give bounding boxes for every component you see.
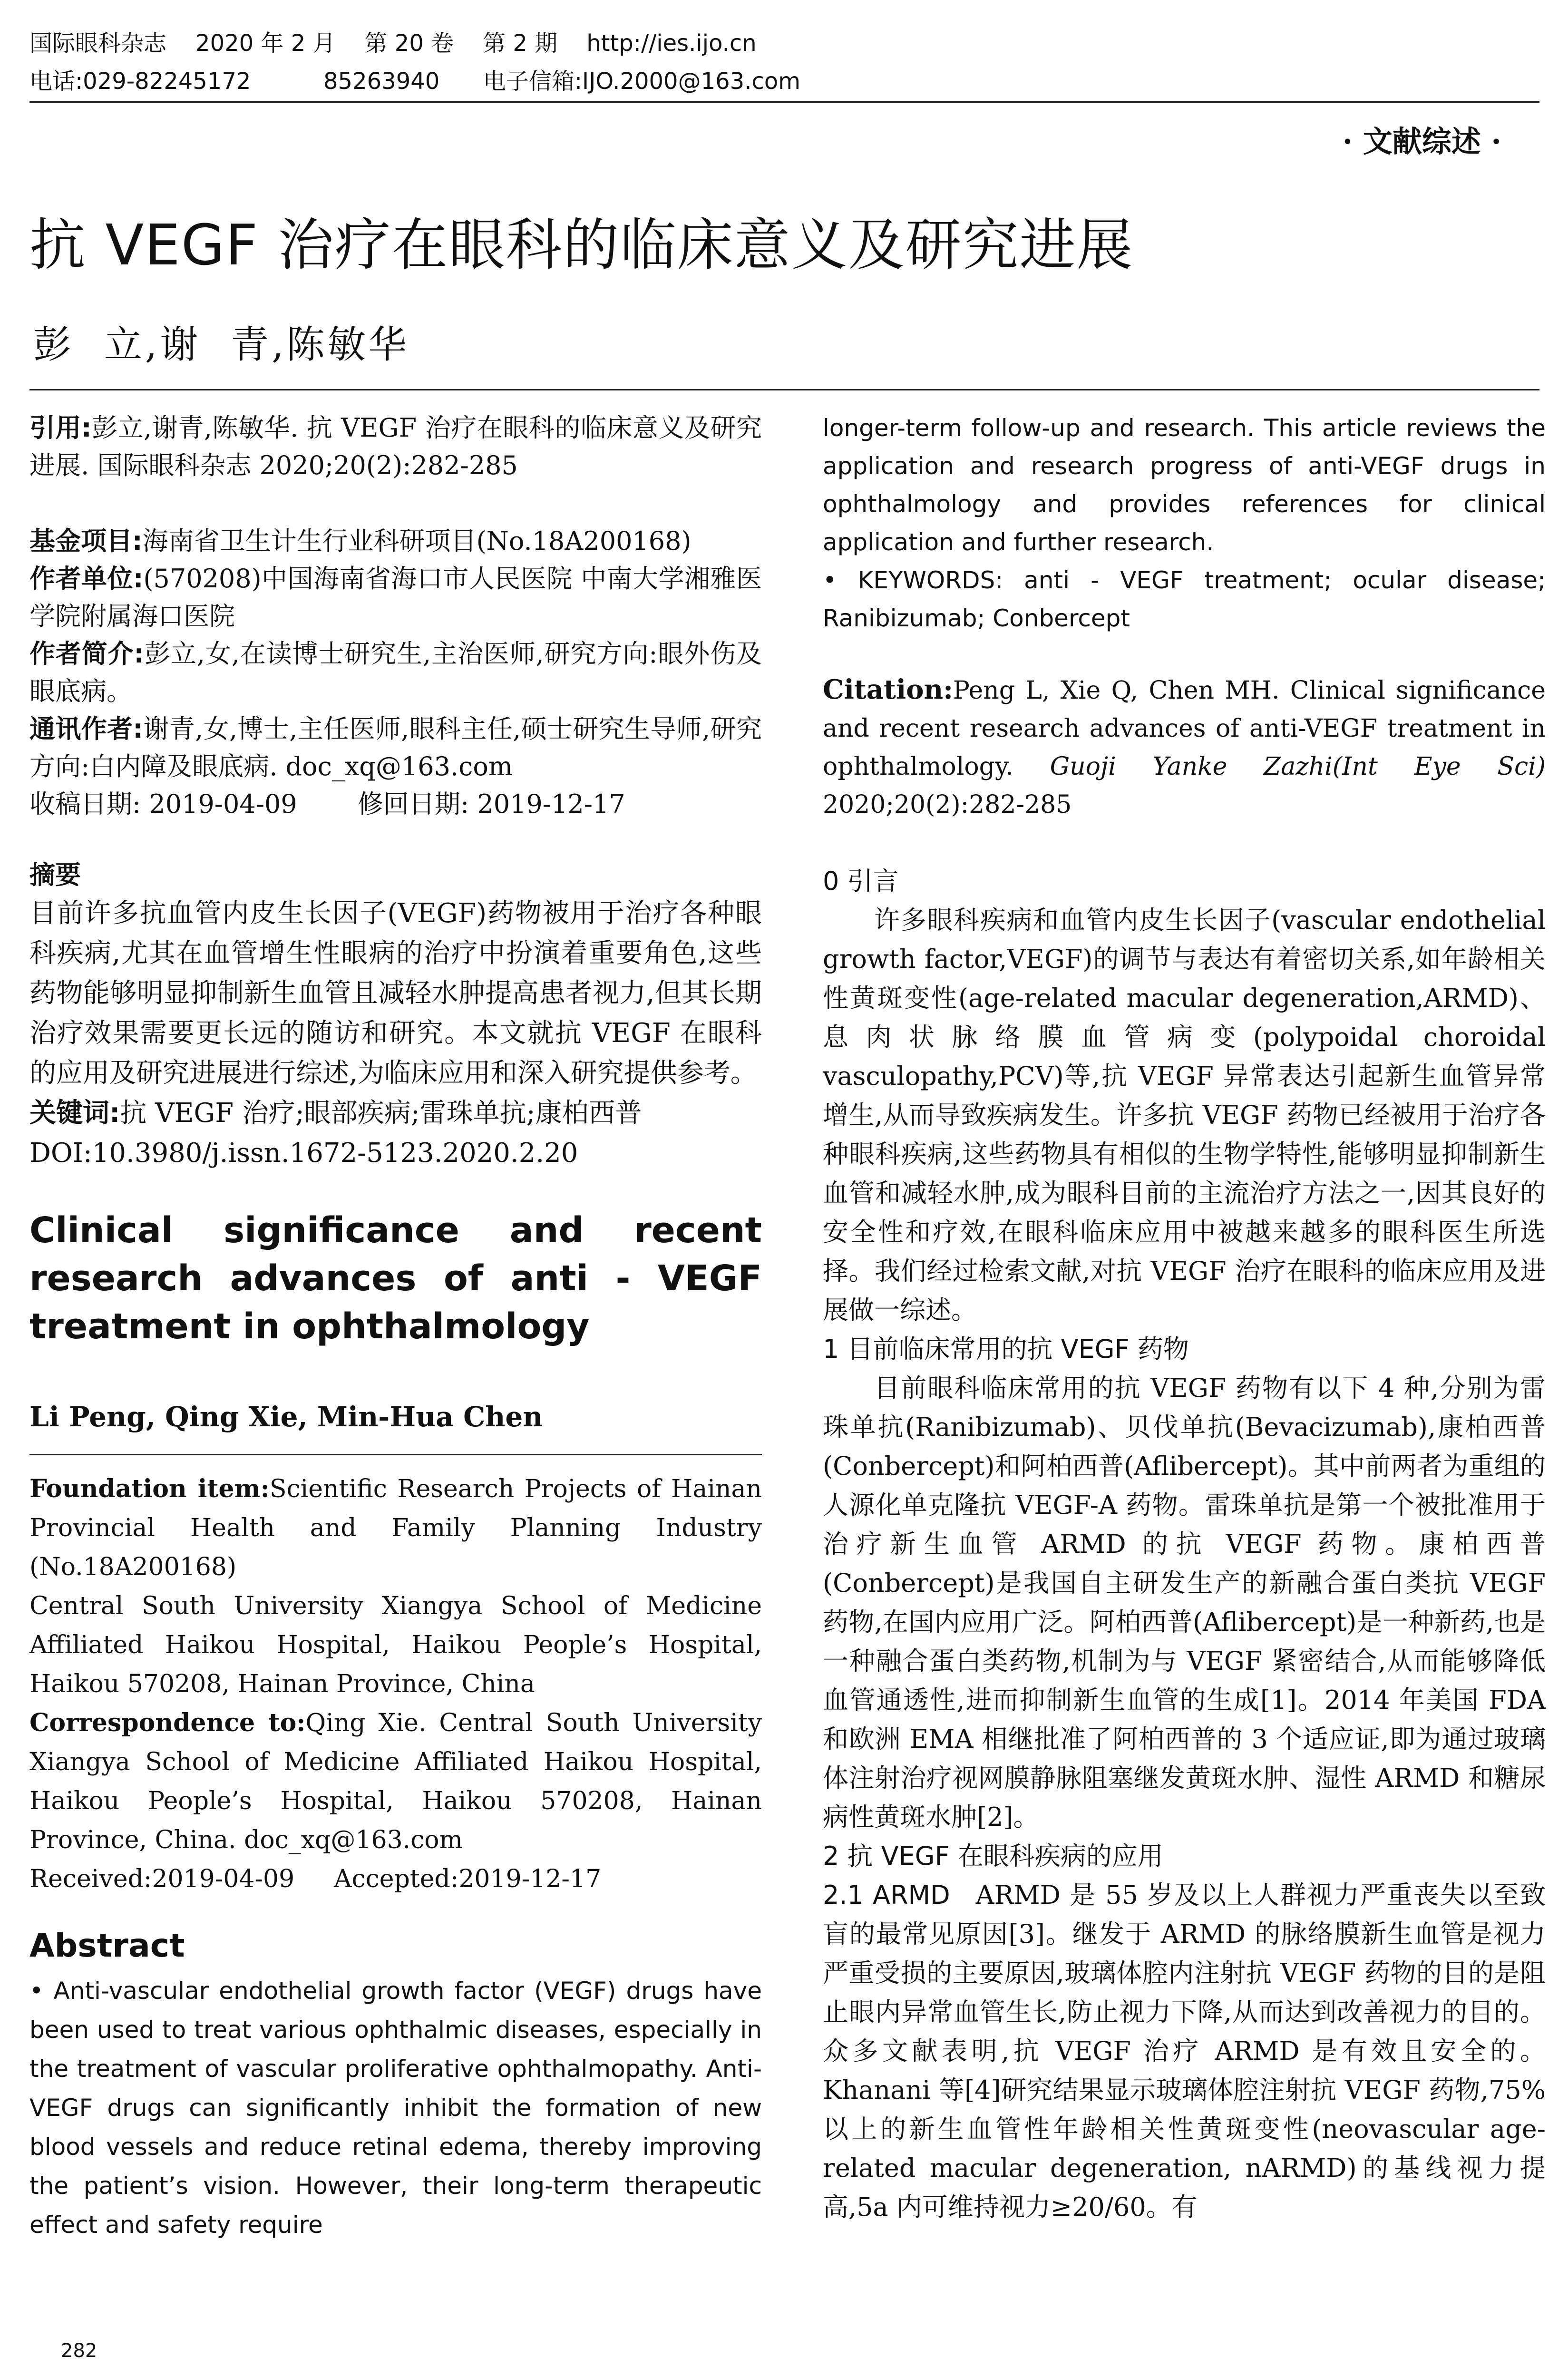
- page-number: 282: [61, 2340, 97, 2362]
- received-date: 收稿日期: 2019-04-09: [29, 789, 297, 819]
- dates-row: [29, 785, 762, 823]
- citation-label: 引用:: [29, 413, 92, 443]
- section-2-1-text: ARMD 是 55 岁及以上人群视力严重丧失以至致盲的最常见原因[3]。继发于 ARMD 的脉络膜新生血管是视力严重受损的主要原因,玻璃体腔内注射抗 VEGF 药物的目的是阻止眼内异常血管生长,防止视力下降,从而达到改善视力的目的。众多文献表明,抗 VEGF 治疗 ARMD 是有效且安全的。Khanani 等[4]研究结果显示玻璃体腔注射抗 VEGF 药物,75%以上的新生血管性年龄相关性黄斑变性(neovascular age-related macular degeneration, nARMD)的基线视力提高,5a 内可维持视力≥20/60。有: [823, 1880, 1546, 2222]
- revised-date: 修回日期: 2019-12-17: [358, 789, 625, 819]
- corresponding-label: 通讯作者:: [29, 714, 144, 744]
- section-1-heading: 1 目前临床常用的抗 VEGF 药物: [823, 1334, 1189, 1364]
- english-foundation-text: Scientific Research Projects of Hainan Provincial Health and Family Planning Industry (No.18A200168): [29, 1475, 762, 1581]
- english-citation-label: Citation:: [823, 674, 953, 705]
- affiliation-label: 作者单位:: [29, 564, 144, 594]
- author-bio-block: [29, 635, 762, 710]
- english-correspondence-label: Correspondence to:: [29, 1708, 306, 1737]
- author-bio-text: 彭立,女,在读博士研究生,主治医师,研究方向:眼外伤及眼底病。: [29, 639, 762, 706]
- doi: DOI:10.3980/j.issn.1672-5123.2020.2.20: [29, 1138, 578, 1169]
- section-0-heading: 0 引言: [823, 866, 899, 896]
- english-foundation-block: [29, 1470, 762, 1587]
- keywords-block: [29, 1093, 762, 1133]
- section-2-1-paragraph: [823, 1876, 1546, 2227]
- english-citation-block: [823, 671, 1546, 824]
- english-accepted: Accepted:2019-12-17: [334, 1865, 602, 1893]
- english-affiliation: Central South University Xiangya School of Medicine Affiliated Haikou Hospital, Haikou People’s Hospital, Haikou 570208, Hainan Province, China: [29, 1592, 762, 1698]
- section-tag: · 文献综述 ·: [1342, 124, 1501, 159]
- header-rule: [29, 101, 1539, 103]
- english-abstract-heading: Abstract: [29, 1927, 185, 1965]
- title-rule: [29, 389, 1539, 390]
- author-bio-label: 作者简介:: [29, 639, 145, 669]
- abstract-text: 目前许多抗血管内皮生长因子(VEGF)药物被用于治疗各种眼科疾病,尤其在血管增生性眼病的治疗中扮演着重要角色,这些药物能够明显抑制新生血管且减轻水肿提高患者视力,但其长期治疗效果需要更长远的随访和研究。本文就抗 VEGF 在眼科的应用及研究进展进行综述,为临床应用和深入研究提供参考。: [29, 898, 762, 1089]
- section-1-paragraph: 目前眼科临床常用的抗 VEGF 药物有以下 4 种,分别为雷珠单抗(Ranibizumab)、贝伐单抗(Bevacizumab),康柏西普(Conbercept)和阿柏西普(Aflibercept)。其中前两者为重组的人源化单克隆抗 VEGF-A 药物。雷珠单抗是第一个被批准用于治疗新生血管 ARMD 的抗 VEGF 药物。康柏西普(Conbercept)是我国自主研发生产的新融合蛋白类抗 VEGF 药物,在国内应用广泛。阿柏西普(Aflibercept)是一种新药,也是一种融合蛋白类药物,机制为与 VEGF 紧密结合,从而能够降低血管通透性,进而抑制新生血管的生成[1]。2014 年美国 FDA 和欧洲 EMA 相继批准了阿柏西普的 3 个适应证,即为通过玻璃体注射治疗视网膜静脉阻塞继发黄斑水肿、湿性 ARMD 和糖尿病性黄斑水肿[2]。: [823, 1373, 1546, 1832]
- english-foundation-label: Foundation item:: [29, 1474, 270, 1503]
- keywords-text: 抗 VEGF 治疗;眼部疾病;雷珠单抗;康柏西普: [120, 1098, 642, 1129]
- english-abstract-text: • Anti-vascular endothelial growth factor (VEGF) drugs have been used to treat various ophthalmic diseases, especially in the treatment of vascular proliferative ophthalmopathy. Anti-VEGF drugs can significantly inhibit the formation of new blood vessels and reduce retinal edema, thereby improving the patient’s vision. However, their long-term therapeutic effect and safety require: [29, 1977, 762, 2239]
- right-column: [823, 409, 1546, 2227]
- citation-block: [29, 409, 762, 484]
- section-2-1-label: 2.1 ARMD: [823, 1880, 950, 1910]
- foundation-label: 基金项目:: [29, 526, 143, 556]
- english-correspondence-text: Qing Xie. Central South University Xiangya School of Medicine Affiliated Haikou Hospital, Haikou People’s Hospital, Haikou 570208, Hainan Province, China. doc_xq@163.com: [29, 1709, 762, 1854]
- english-received: Received:2019-04-09: [29, 1865, 295, 1893]
- english-citation-journal: Guoji Yanke Zazhi(Int Eye Sci): [1050, 752, 1546, 781]
- left-column: [29, 409, 762, 2244]
- english-citation-text: Peng L, Xie Q, Chen MH. Clinical significance and recent research advances of anti-VEGF treatment in ophthalmology.: [823, 676, 1546, 781]
- english-authors-rule: [29, 1454, 762, 1455]
- english-keywords: • KEYWORDS: anti - VEGF treatment; ocular disease; Ranibizumab; Conbercept: [823, 566, 1546, 632]
- abstract-heading: 摘要: [29, 860, 81, 890]
- journal-header-line1: 国际眼科杂志 2020 年 2 月 第 20 卷 第 2 期 http://ies.ijo.cn: [29, 30, 757, 57]
- english-correspondence-block: [29, 1704, 762, 1860]
- english-abstract-continued: longer-term follow-up and research. This article reviews the application and research progress of anti-VEGF drugs in ophthalmology and provides references for clinical application and further research.: [823, 414, 1546, 556]
- citation-text: 彭立,谢青,陈敏华. 抗 VEGF 治疗在眼科的临床意义及研究进展. 国际眼科杂志 2020;20(2):282-285: [29, 413, 762, 480]
- english-dates-row: [29, 1860, 762, 1899]
- section-2-heading: 2 抗 VEGF 在眼科疾病的应用: [823, 1841, 1163, 1871]
- keywords-label: 关键词:: [29, 1098, 120, 1129]
- journal-header-line2: 电话:029-82245172 85263940 电子信箱:IJO.2000@163.com: [29, 68, 800, 95]
- english-citation-tail: 2020;20(2):282-285: [823, 790, 1072, 819]
- foundation-block: [29, 522, 762, 560]
- article-title: 抗 VEGF 治疗在眼科的临床意义及研究进展: [29, 212, 1134, 278]
- section-0-paragraph: 许多眼科疾病和血管内皮生长因子(vascular endothelial growth factor,VEGF)的调节与表达有着密切关系,如年龄相关性黄斑变性(age-related macular degeneration,ARMD)、息肉状脉络膜血管病变(polypoidal choroidal vasculopathy,PCV)等,抗 VEGF 异常表达引起新生血管异常增生,从而导致疾病发生。许多抗 VEGF 药物已经被用于治疗各种眼科疾病,这些药物具有相似的生物学特性,能够明显抑制新生血管和减轻水肿,成为眼科目前的主流治疗方法之一,因其良好的安全性和疗效,在眼科临床应用中被越来越多的眼科医生所选择。我们经过检索文献,对抗 VEGF 治疗在眼科的临床应用及进展做一综述。: [823, 905, 1546, 1325]
- corresponding-text: 谢青,女,博士,主任医师,眼科主任,硕士研究生导师,研究方向:白内障及眼底病. doc_xq@163.com: [29, 714, 762, 781]
- english-authors: Li Peng, Qing Xie, Min-Hua Chen: [29, 1401, 543, 1433]
- corresponding-author-block: [29, 710, 762, 785]
- article-authors: 彭 立,谢 青,陈敏华: [33, 322, 409, 367]
- english-title: Clinical significance and recent research advances of anti - VEGF treatment in ophthalmology: [29, 1210, 762, 1347]
- affiliation-text: (570208)中国海南省海口市人民医院 中南大学湘雅医学院附属海口医院: [29, 564, 762, 631]
- foundation-text: 海南省卫生计生行业科研项目(No.18A200168): [142, 526, 691, 556]
- affiliation-block: [29, 560, 762, 635]
